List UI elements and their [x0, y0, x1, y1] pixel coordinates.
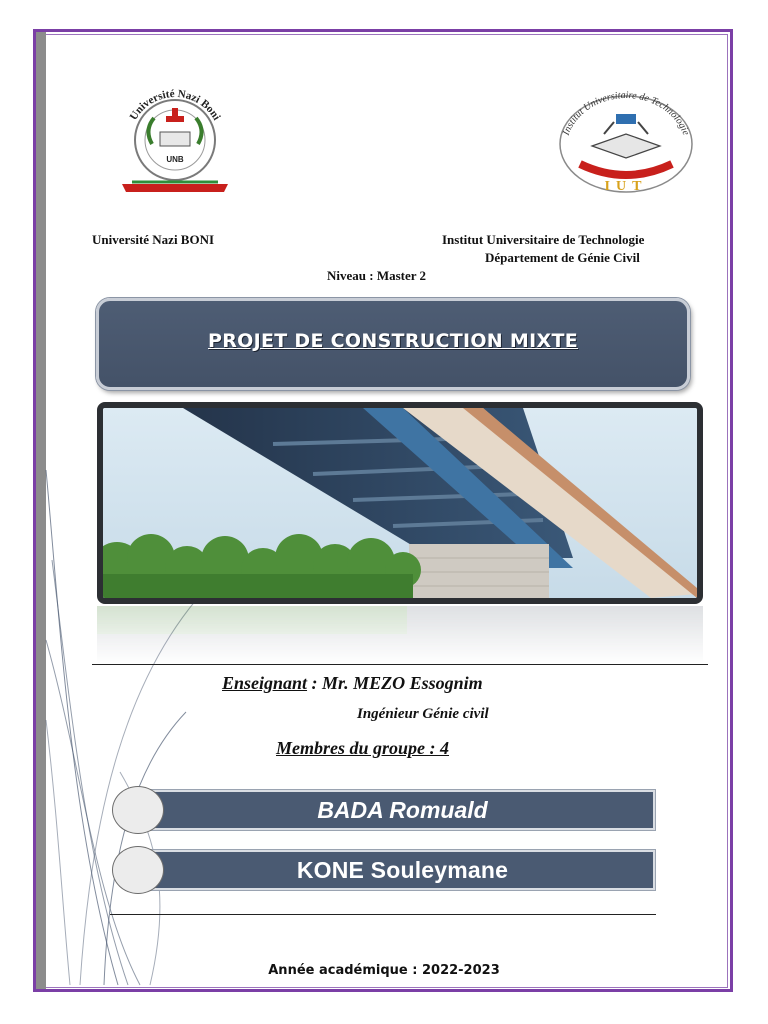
side-bar: [36, 32, 46, 989]
university-name: Université Nazi BONI: [92, 232, 215, 247]
member-row: [150, 850, 655, 890]
member-name: BADA Romuald: [317, 796, 488, 823]
member-name: KONE Souleymane: [296, 856, 509, 883]
institute-name: Institut Universitaire de Technologie: [442, 232, 645, 247]
document-title: PROJET DE CONSTRUCTION MIXTE: [207, 330, 578, 352]
member-bullet-icon: [112, 846, 164, 894]
teacher-label: Enseignant: [222, 673, 308, 693]
department-name: Département de Génie Civil: [485, 250, 640, 265]
bridge-photo: [97, 402, 703, 604]
divider-top: [92, 664, 708, 665]
teacher-name: Mr. MEZO Essognim: [322, 673, 483, 693]
academic-year: Année académique : 2022-2023: [268, 963, 500, 978]
member-row: [150, 790, 655, 830]
svg-text:IUT: IUT: [604, 179, 648, 194]
teacher-line: [222, 673, 483, 694]
divider-bottom: [110, 914, 656, 915]
teacher-separator: :: [307, 673, 323, 693]
svg-text:UNB: UNB: [166, 155, 184, 164]
svg-text:Institut Universitaire de Tech: Institut Universitaire de Technologie: [560, 90, 692, 137]
photo-reflection: [97, 606, 703, 664]
bridge-illustration: [103, 408, 697, 598]
university-seal-icon: [112, 86, 238, 198]
title-banner: [96, 298, 690, 390]
institute-seal-icon: [552, 90, 700, 198]
svg-text:Université Nazi Boni: Université Nazi Boni: [127, 87, 223, 123]
member-bullet-icon: [112, 786, 164, 834]
members-heading: Membres du groupe : 4: [276, 738, 450, 758]
teacher-role: Ingénieur Génie civil: [357, 706, 489, 722]
level-text: Niveau : Master 2: [327, 268, 427, 283]
